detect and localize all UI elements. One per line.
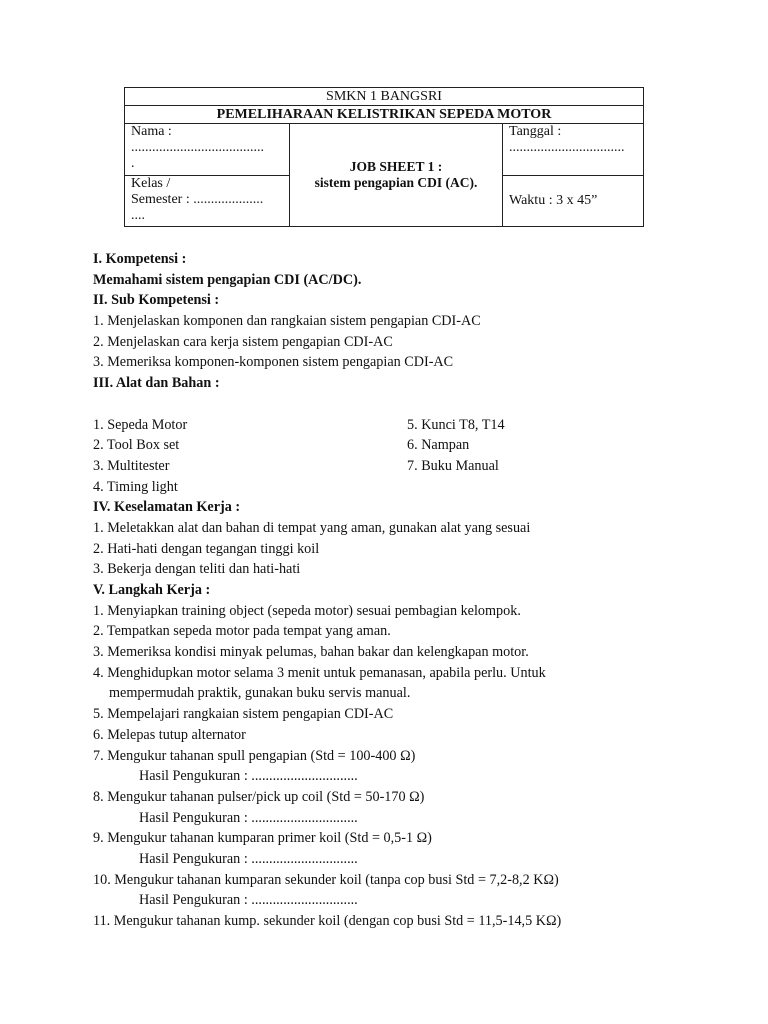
nama-label: Nama : xyxy=(131,124,172,139)
langkah-item: 2. Tempatkan sepeda motor pada tempat yang aman. xyxy=(93,623,391,640)
keselamatan-heading: IV. Keselamatan Kerja : xyxy=(93,499,241,516)
alat-bahan-row xyxy=(93,415,713,436)
job-sheet-title: JOB SHEET 1 : xyxy=(349,159,443,174)
semester-dots: .... xyxy=(131,208,145,223)
langkah-item-continued: mempermudah praktik, gunakan buku servis manual. xyxy=(109,685,411,702)
waktu-cell xyxy=(503,176,644,227)
langkah-item: 4. Menghidupkan motor selama 3 menit untuk pemanasan, apabila perlu. Untuk xyxy=(93,664,546,681)
nama-cell xyxy=(125,124,290,176)
nama-dots: ...................................... xyxy=(131,140,264,155)
kelas-label: Kelas / xyxy=(131,176,171,191)
alat-bahan-row xyxy=(93,435,713,456)
langkah-item: 3. Memeriksa kondisi minyak pelumas, bahan bakar dan kelengkapan motor. xyxy=(93,644,529,661)
nama-dots-end: . xyxy=(131,156,135,171)
alat-item: 4. Timing light xyxy=(93,478,178,495)
sub-kompetensi-item: 2. Menjelaskan cara kerja sistem pengapian CDI-AC xyxy=(93,333,393,350)
langkah-item: 7. Mengukur tahanan spull pengapian (Std = 100-400 Ω) xyxy=(93,747,416,764)
school-name: SMKN 1 BANGSRI xyxy=(125,88,644,106)
alat-item: 3. Multitester xyxy=(93,457,170,474)
hasil-pengukuran: Hasil Pengukuran : .............................. xyxy=(139,892,358,909)
kelas-cell xyxy=(125,176,290,227)
semester-label: Semester : .................... xyxy=(131,192,264,207)
alat-bahan-heading: III. Alat dan Bahan : xyxy=(93,375,220,392)
alat-item: 1. Sepeda Motor xyxy=(93,416,188,433)
tanggal-dots: ................................. xyxy=(509,140,625,155)
langkah-item: 5. Mempelajari rangkaian sistem pengapian CDI-AC xyxy=(93,706,394,723)
keselamatan-item: 1. Meletakkan alat dan bahan di tempat yang aman, gunakan alat yang sesuai xyxy=(93,519,531,536)
spacer xyxy=(93,394,713,415)
tanggal-label: Tanggal : xyxy=(509,124,562,139)
waktu-label: Waktu : 3 x 45” xyxy=(509,193,598,208)
sub-kompetensi-item: 1. Menjelaskan komponen dan rangkaian sistem pengapian CDI-AC xyxy=(93,313,481,330)
hasil-pengukuran: Hasil Pengukuran : .............................. xyxy=(139,850,358,867)
kompetensi-heading: I. Kompetensi : xyxy=(93,251,187,267)
langkah-item: 1. Menyiapkan training object (sepeda motor) sesuai pembagian kelompok. xyxy=(93,602,521,619)
langkah-item: 6. Melepas tutup alternator xyxy=(93,726,246,743)
alat-item: 6. Nampan xyxy=(407,437,470,454)
job-sheet-title-cell xyxy=(290,124,503,227)
tanggal-cell xyxy=(503,124,644,176)
hasil-pengukuran: Hasil Pengukuran : .............................. xyxy=(139,768,358,785)
job-sheet-header-table xyxy=(124,87,644,227)
alat-item: 2. Tool Box set xyxy=(93,437,180,454)
job-sheet-subtitle: sistem pengapian CDI (AC). xyxy=(314,175,478,190)
subject-title: PEMELIHARAAN KELISTRIKAN SEPEDA MOTOR xyxy=(125,106,644,124)
sub-kompetensi-heading: II. Sub Kompetensi : xyxy=(93,292,220,309)
langkah-item: 11. Mengukur tahanan kump. sekunder koil (dengan cop busi Std = 11,5-14,5 KΩ) xyxy=(93,913,562,929)
alat-item: 5. Kunci T8, T14 xyxy=(407,416,505,433)
sub-kompetensi-item: 3. Memeriksa komponen-komponen sistem pengapian CDI-AC xyxy=(93,354,454,371)
keselamatan-item: 2. Hati-hati dengan tegangan tinggi koil xyxy=(93,540,320,557)
langkah-item: 9. Mengukur tahanan kumparan primer koil (Std = 0,5-1 Ω) xyxy=(93,830,432,847)
keselamatan-item: 3. Bekerja dengan teliti dan hati-hati xyxy=(93,561,301,578)
alat-item: 7. Buku Manual xyxy=(407,457,499,474)
kompetensi-text: Memahami sistem pengapian CDI (AC/DC). xyxy=(93,271,362,288)
alat-bahan-row xyxy=(93,477,713,498)
job-sheet-content xyxy=(93,249,713,932)
langkah-item: 10. Mengukur tahanan kumparan sekunder koil (tanpa cop busi Std = 7,2-8,2 KΩ) xyxy=(93,871,559,888)
langkah-item: 8. Mengukur tahanan pulser/pick up coil (Std = 50-170 Ω) xyxy=(93,788,425,805)
langkah-heading: V. Langkah Kerja : xyxy=(93,582,211,598)
hasil-pengukuran: Hasil Pengukuran : .............................. xyxy=(139,809,358,826)
alat-bahan-row xyxy=(93,456,713,477)
